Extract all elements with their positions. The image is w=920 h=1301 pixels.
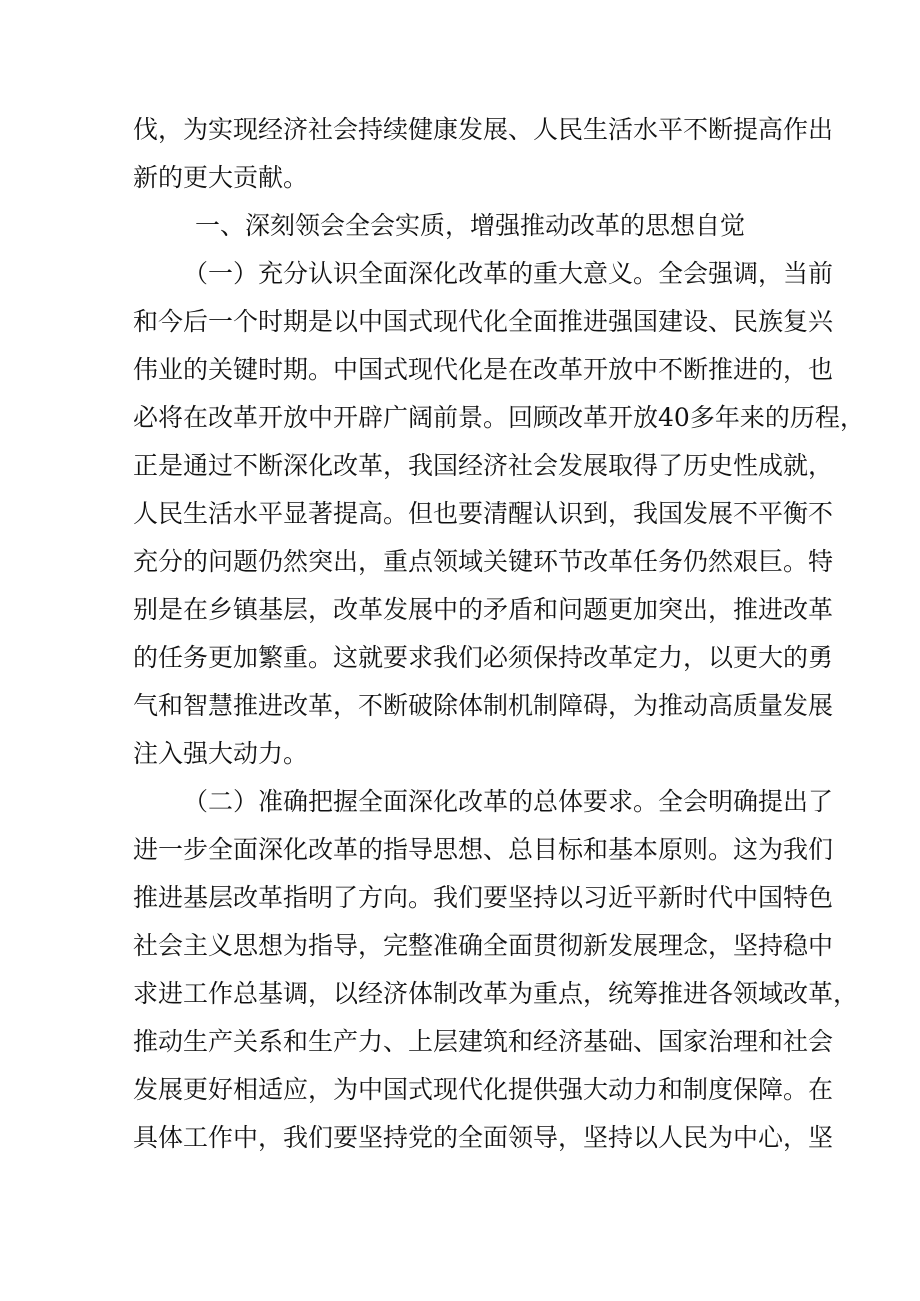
text-line: 的任务更加繁重。这就要求我们必须保持改革定力，以更大的勇 xyxy=(133,643,834,672)
text-line: 具体工作中，我们要坚持党的全面领导，坚持以人民为中心，坚 xyxy=(133,1123,834,1152)
text-line: 伐，为实现经济社会持续健康发展、人民生活水平不断提高作出 xyxy=(133,115,834,144)
text-line: 进一步全面深化改革的指导思想、总目标和基本原则。这为我们 xyxy=(133,835,834,864)
text-line: 必将在改革开放中开辟广阔前景。回顾改革开放40多年来的历程， xyxy=(133,403,865,432)
text-line: 求进工作总基调，以经济体制改革为重点，统筹推进各领域改革， xyxy=(133,979,859,1008)
text-line: 别是在乡镇基层，改革发展中的矛盾和问题更加突出，推进改革 xyxy=(133,595,834,624)
text-line: 人民生活水平显著提高。但也要清醒认识到，我国发展不平衡不 xyxy=(133,499,834,528)
text-line: （一）充分认识全面深化改革的重大意义。全会强调，当前 xyxy=(183,259,834,288)
text-line: 和今后一个时期是以中国式现代化全面推进强国建设、民族复兴 xyxy=(133,307,834,336)
text-line: 社会主义思想为指导，完整准确全面贯彻新发展理念，坚持稳中 xyxy=(133,931,834,960)
text-line: 注入强大动力。 xyxy=(133,739,309,768)
text-line: 新的更大贡献。 xyxy=(133,163,309,192)
text-line: 伟业的关键时期。中国式现代化是在改革开放中不断推进的，也 xyxy=(133,355,834,384)
text-line: 正是通过不断深化改革，我国经济社会发展取得了历史性成就， xyxy=(133,451,834,480)
text-line: 充分的问题仍然突出，重点领域关键环节改革任务仍然艰巨。特 xyxy=(133,547,834,576)
text-line: （二）准确把握全面深化改革的总体要求。全会明确提出了 xyxy=(183,787,834,816)
section-heading: 一、深刻领会全会实质，增强推动改革的思想自觉 xyxy=(195,211,746,240)
text-line: 气和智慧推进改革，不断破除体制机制障碍，为推动高质量发展 xyxy=(133,691,834,720)
text-line: 推进基层改革指明了方向。我们要坚持以习近平新时代中国特色 xyxy=(133,883,834,912)
text-line: 推动生产关系和生产力、上层建筑和经济基础、国家治理和社会 xyxy=(133,1027,834,1056)
text-line: 发展更好相适应，为中国式现代化提供强大动力和制度保障。在 xyxy=(133,1075,834,1104)
